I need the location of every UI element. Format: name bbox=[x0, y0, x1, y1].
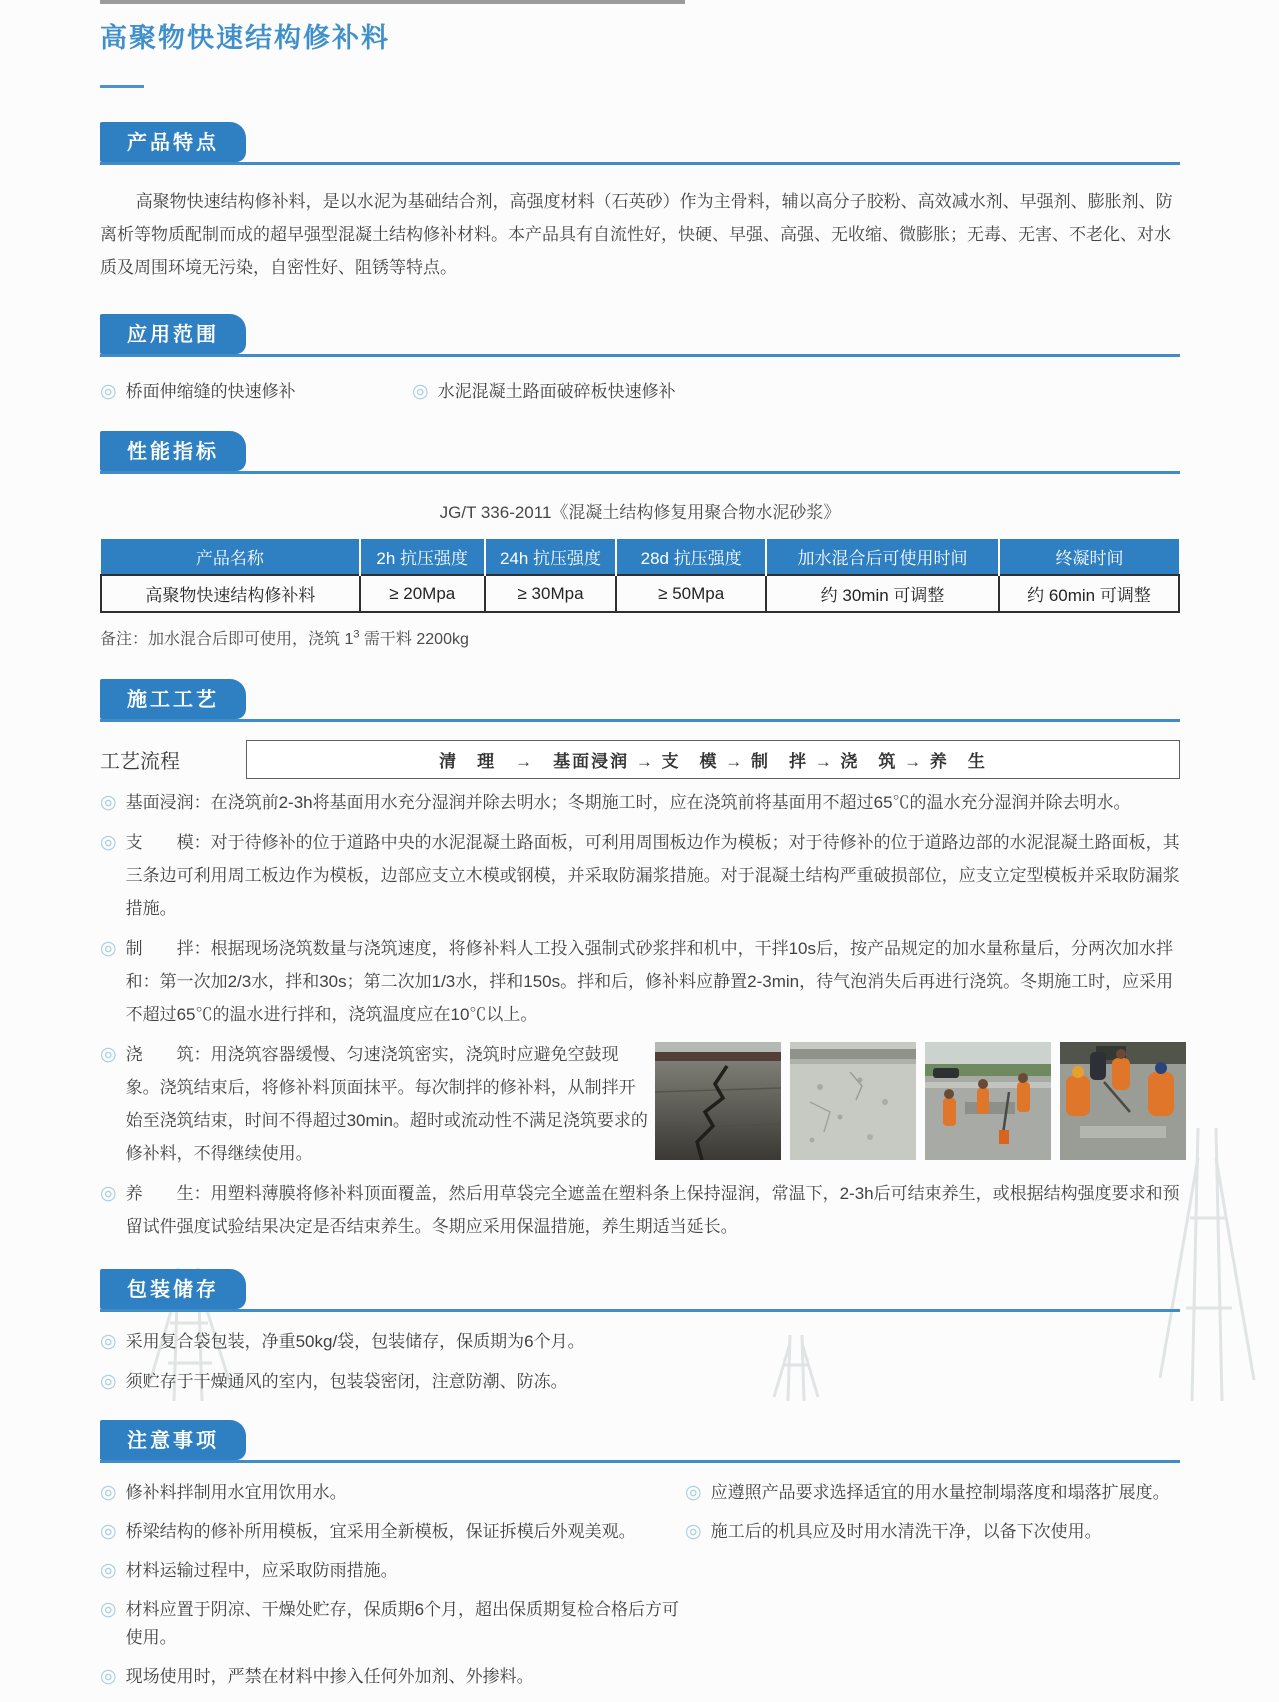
notes-left-column bbox=[100, 1479, 685, 1702]
note-item bbox=[100, 1479, 685, 1507]
ring-bullet-icon: ◎ bbox=[100, 1666, 117, 1687]
process-step-text bbox=[126, 826, 1180, 925]
note-item bbox=[100, 1663, 685, 1691]
packaging-item bbox=[100, 1368, 1180, 1396]
table-note-text: 需干料 2200kg bbox=[359, 631, 469, 648]
section-head-performance bbox=[100, 431, 1180, 474]
ring-bullet-icon: ◎ bbox=[100, 1371, 117, 1392]
section-head-notes bbox=[100, 1420, 1180, 1463]
application-item-label: 水泥混凝土路面破碎板快速修补 bbox=[437, 382, 676, 401]
page-title: 高聚物快速结构修补料 bbox=[100, 23, 390, 53]
process-step-label: 制 拌： bbox=[125, 939, 211, 958]
features-heading: 产品特点 bbox=[100, 122, 246, 162]
application-item bbox=[100, 377, 412, 403]
note-item-text: 材料应置于阴凉、干燥处贮存，保质期6个月，超出保质期复检合格后方可使用。 bbox=[125, 1600, 680, 1647]
applications-list bbox=[100, 377, 1180, 403]
note-item-text: 材料运输过程中，应采取防雨措施。 bbox=[125, 1561, 398, 1580]
note-item bbox=[100, 1596, 685, 1652]
note-item bbox=[100, 1518, 685, 1546]
note-item-text: 施工后的机具应及时用水清洗干净，以备下次使用。 bbox=[710, 1522, 1102, 1541]
note-item bbox=[100, 1557, 685, 1585]
process-flow-label: 工艺流程 bbox=[100, 751, 180, 773]
process-step bbox=[100, 786, 1180, 819]
table-header-cell: 2h 抗压强度 bbox=[360, 539, 485, 575]
packaging-heading: 包装储存 bbox=[100, 1269, 246, 1309]
process-step-body: 用塑料薄膜将修补料顶面覆盖，然后用草袋完全遮盖在塑料条上保持湿润，常温下，2-3h后可结束养生，或根据结构强度要求和预留试件强度试验结果决定是否结束养生。冬期应采用保温措施，养生期适当延长。 bbox=[125, 1184, 1180, 1236]
process-step-text bbox=[126, 786, 1131, 819]
ring-bullet-icon: ◎ bbox=[100, 381, 117, 402]
process-step-label: 基面浸润： bbox=[125, 793, 211, 812]
table-cell: ≥ 20Mpa bbox=[360, 575, 485, 612]
table-header-cell: 终凝时间 bbox=[999, 539, 1179, 575]
table-cell: 约 30min 可调整 bbox=[766, 575, 999, 612]
applications-heading: 应用范围 bbox=[100, 314, 246, 354]
process-step bbox=[100, 1038, 648, 1170]
process-step-label: 浇 筑： bbox=[125, 1045, 211, 1064]
title-underline bbox=[100, 85, 144, 88]
process-step-body: 根据现场浇筑数量与浇筑速度，将修补料人工投入强制式砂浆拌和机中，干拌10s后，按产品规定的加水量称量后，分两次加水拌和：第一次加2/3水，拌和30s；第二次加1/3水，拌和150s。拌和后，修补料应静置2-3min，待气泡消失后再进行浇筑。冬期施工时，应采用不超过65℃的温水进行拌和，浇筑温度应在10℃以上。 bbox=[125, 939, 1174, 1024]
application-item bbox=[412, 377, 676, 403]
ring-bullet-icon: ◎ bbox=[685, 1482, 702, 1503]
table-header-cell: 产品名称 bbox=[101, 539, 360, 575]
process-step-body: 在浇筑前2-3h将基面用水充分湿润并除去明水；冬期施工时，应在浇筑前将基面用不超过65℃的温水充分湿润并除去明水。 bbox=[210, 793, 1131, 812]
ring-bullet-icon: ◎ bbox=[412, 381, 429, 402]
section-head-features bbox=[100, 122, 1180, 165]
section-head-packaging bbox=[100, 1269, 1180, 1312]
table-note-text: 备注：加水混合后即可使用，浇筑 1 bbox=[100, 631, 354, 648]
process-flow-sequence: 清 理 → 基面浸润 → 支 模 → 制 拌 → 浇 筑 → 养 生 bbox=[246, 740, 1180, 779]
process-step bbox=[100, 1177, 1180, 1243]
ring-bullet-icon: ◎ bbox=[100, 1560, 117, 1581]
application-item-label: 桥面伸缩缝的快速修补 bbox=[125, 382, 296, 401]
note-item bbox=[685, 1518, 1180, 1546]
table-note-superscript: 3 bbox=[353, 628, 360, 641]
process-step-label: 养 生： bbox=[125, 1184, 211, 1203]
process-step-text bbox=[126, 1177, 1180, 1243]
ring-bullet-icon: ◎ bbox=[100, 1599, 117, 1620]
note-item-text: 现场使用时，严禁在材料中掺入任何外加剂、外掺料。 bbox=[125, 1667, 534, 1686]
note-item bbox=[685, 1479, 1180, 1507]
table-cell: 高聚物快速结构修补料 bbox=[101, 575, 360, 612]
process-step-text bbox=[126, 1038, 648, 1170]
table-header-cell: 28d 抗压强度 bbox=[616, 539, 766, 575]
notes-heading: 注意事项 bbox=[100, 1420, 246, 1460]
table-cell: 约 60min 可调整 bbox=[999, 575, 1179, 612]
process-step bbox=[100, 932, 1180, 1031]
table-header-row bbox=[101, 539, 1179, 575]
note-item-text: 修补料拌制用水宜用饮用水。 bbox=[125, 1483, 347, 1502]
photo-road-repair-workers bbox=[925, 1042, 1051, 1160]
process-step-label: 支 模： bbox=[125, 833, 211, 852]
ring-bullet-icon: ◎ bbox=[100, 832, 117, 853]
ring-bullet-icon: ◎ bbox=[685, 1521, 702, 1542]
note-item-text: 应遵照产品要求选择适宜的用水量控制塌落度和塌落扩展度。 bbox=[710, 1483, 1170, 1502]
packaging-item-text: 采用复合袋包装，净重50kg/袋，包装储存，保质期为6个月。 bbox=[125, 1332, 585, 1351]
ring-bullet-icon: ◎ bbox=[100, 792, 117, 813]
process-step-with-photos bbox=[100, 1038, 1180, 1170]
ring-bullet-icon: ◎ bbox=[100, 1183, 117, 1204]
packaging-item-text: 须贮存于干燥通风的室内，包装袋密闭，注意防潮、防冻。 bbox=[125, 1372, 568, 1391]
ring-bullet-icon: ◎ bbox=[100, 938, 117, 959]
ring-bullet-icon: ◎ bbox=[100, 1331, 117, 1352]
packaging-item bbox=[100, 1328, 1180, 1356]
ring-bullet-icon: ◎ bbox=[100, 1521, 117, 1542]
section-head-applications bbox=[100, 314, 1180, 357]
table-cell: ≥ 30Mpa bbox=[485, 575, 617, 612]
process-heading: 施工工艺 bbox=[100, 679, 246, 719]
process-step bbox=[100, 826, 1180, 925]
process-step-body: 对于待修补的位于道路中央的水泥混凝土路面板，可利用周围板边作为模板；对于待修补的位于道路边部的水泥混凝土路面板，其三条边可利用周工板边作为模板，边部应支立木模或钢模，并采取防漏浆措施。对于混凝土结构严重破损部位，应支立定型模板并采取防漏浆措施。 bbox=[125, 833, 1180, 918]
performance-heading: 性能指标 bbox=[100, 431, 246, 471]
process-flow-row bbox=[100, 740, 1180, 779]
photo-workers-placing-repair-material bbox=[1060, 1042, 1186, 1160]
section-head-process bbox=[100, 679, 1180, 722]
table-row bbox=[101, 575, 1179, 612]
features-paragraph: 高聚物快速结构修补料，是以水泥为基础结合剂，高强度材料（石英砂）作为主骨料，辅以高分子胶粉、高效减水剂、早强剂、膨胀剂、防离析等物质配制而成的超早强型混凝土结构修补材料。本产品具有自流性好，快硬、早强、高强、无收缩、微膨胀；无毒、无害、不老化、对水质及周围环境无污染，自密性好、阻锈等特点。 bbox=[100, 192, 1173, 277]
table-header-cell: 24h 抗压强度 bbox=[485, 539, 617, 575]
photo-crack-in-dark-pavement bbox=[655, 1042, 781, 1160]
process-step-body: 用浇筑容器缓慢、匀速浇筑密实，浇筑时应避免空鼓现象。浇筑结束后，将修补料顶面抹平。每次制拌的修补料，从制拌开始至浇筑结束，时间不得超过30min。超时或流动性不满足浇筑要求的修补料，不得继续使用。 bbox=[125, 1045, 648, 1163]
table-cell: ≥ 50Mpa bbox=[616, 575, 766, 612]
ring-bullet-icon: ◎ bbox=[100, 1044, 117, 1065]
notes-grid bbox=[100, 1479, 1180, 1702]
performance-table bbox=[100, 539, 1180, 613]
site-photo-strip bbox=[655, 1042, 1186, 1170]
table-header-cell: 加水混合后可使用时间 bbox=[766, 539, 999, 575]
table-note bbox=[100, 626, 1180, 649]
packaging-list bbox=[100, 1328, 1180, 1396]
standard-reference: JG/T 336-2011《混凝土结构修复用聚合物水泥砂浆》 bbox=[439, 503, 841, 522]
notes-right-column bbox=[685, 1479, 1180, 1702]
page-top-crop-strip bbox=[100, 0, 685, 4]
ring-bullet-icon: ◎ bbox=[100, 1482, 117, 1503]
photo-damaged-concrete-surface bbox=[790, 1042, 916, 1160]
process-step-text bbox=[126, 932, 1180, 1031]
note-item-text: 桥梁结构的修补所用模板，宜采用全新模板，保证拆模后外观美观。 bbox=[125, 1522, 636, 1541]
